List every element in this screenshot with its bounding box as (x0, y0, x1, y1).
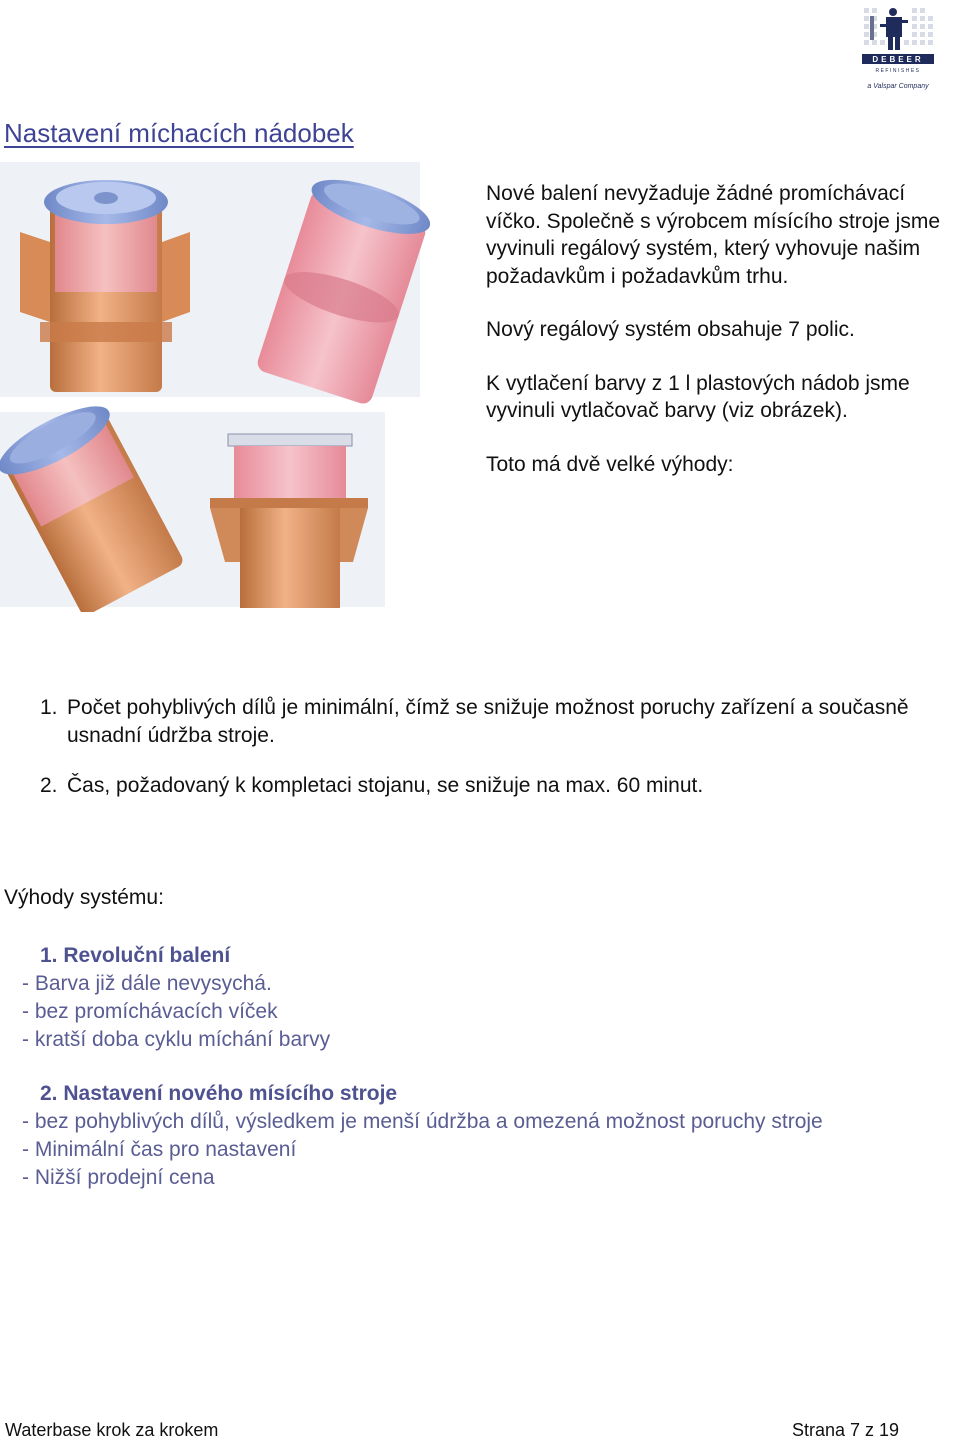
list-number: 1. (40, 696, 58, 719)
mixing-containers-illustration (0, 162, 430, 612)
debeer-logo-graphic (862, 2, 934, 94)
benefit-item: - Barva již dále nevysychá. (22, 972, 272, 995)
benefit-item: - Nižší prodejní cena (22, 1166, 215, 1189)
benefit-item: - kratší doba cyklu míchání barvy (22, 1028, 331, 1051)
benefits-heading: Výhody systému: (4, 886, 164, 909)
footer-page-number: Strana 7 z 19 (792, 1420, 900, 1440)
benefit-item: - bez pohyblivých dílů, výsledkem je menší údržba a omezená možnost poruchy stroje (22, 1110, 823, 1133)
intro-paragraph: Nové balení nevyžaduje žádné promíchávací víčko. Společně s výrobcem mísícího stroje jsme vyvinuli regálový systém, který vyhovuje našim požadavkům i požadavkům trhu. (486, 182, 940, 288)
intro-paragraph: Toto má dvě velké výhody: (486, 452, 734, 476)
benefit-section (22, 1080, 952, 1192)
footer-document-title: Waterbase krok za krokem (5, 1420, 219, 1440)
svg-text:REFINISHES: REFINISHES (875, 68, 921, 74)
benefits-list (22, 942, 952, 1192)
page-title: Nastavení míchacích nádobek (4, 118, 354, 148)
intro-text (486, 180, 951, 504)
benefit-section (22, 942, 952, 1054)
intro-paragraph: K vytlačení barvy z 1 l plastových nádob jsme vyvinuli vytlačovač barvy (viz obrázek). (486, 371, 910, 422)
intro-paragraph: Nový regálový systém obsahuje 7 polic. (486, 318, 855, 341)
company-logo (862, 2, 934, 94)
advantages-list (40, 694, 940, 822)
list-text: Čas, požadovaný k kompletaci stojanu, se snižuje na max. 60 minut. (67, 774, 704, 797)
benefit-item: - Minimální čas pro nastavení (22, 1138, 297, 1161)
list-number: 2. (40, 774, 58, 797)
svg-text:DEBEER: DEBEER (872, 55, 924, 64)
list-item (40, 694, 940, 750)
benefit-item: - bez promíchávacích víček (22, 1000, 278, 1023)
list-item (40, 772, 940, 800)
svg-text:a Valspar Company: a Valspar Company (867, 83, 929, 90)
benefit-section-title: 2. Nastavení nového mísícího stroje (40, 1082, 398, 1105)
list-text: Počet pohyblivých dílů je minimální, čímž se snižuje možnost poruchy zařízení a současně usnadní údržba stroje. (67, 696, 909, 747)
benefit-section-title: 1. Revoluční balení (40, 944, 231, 967)
